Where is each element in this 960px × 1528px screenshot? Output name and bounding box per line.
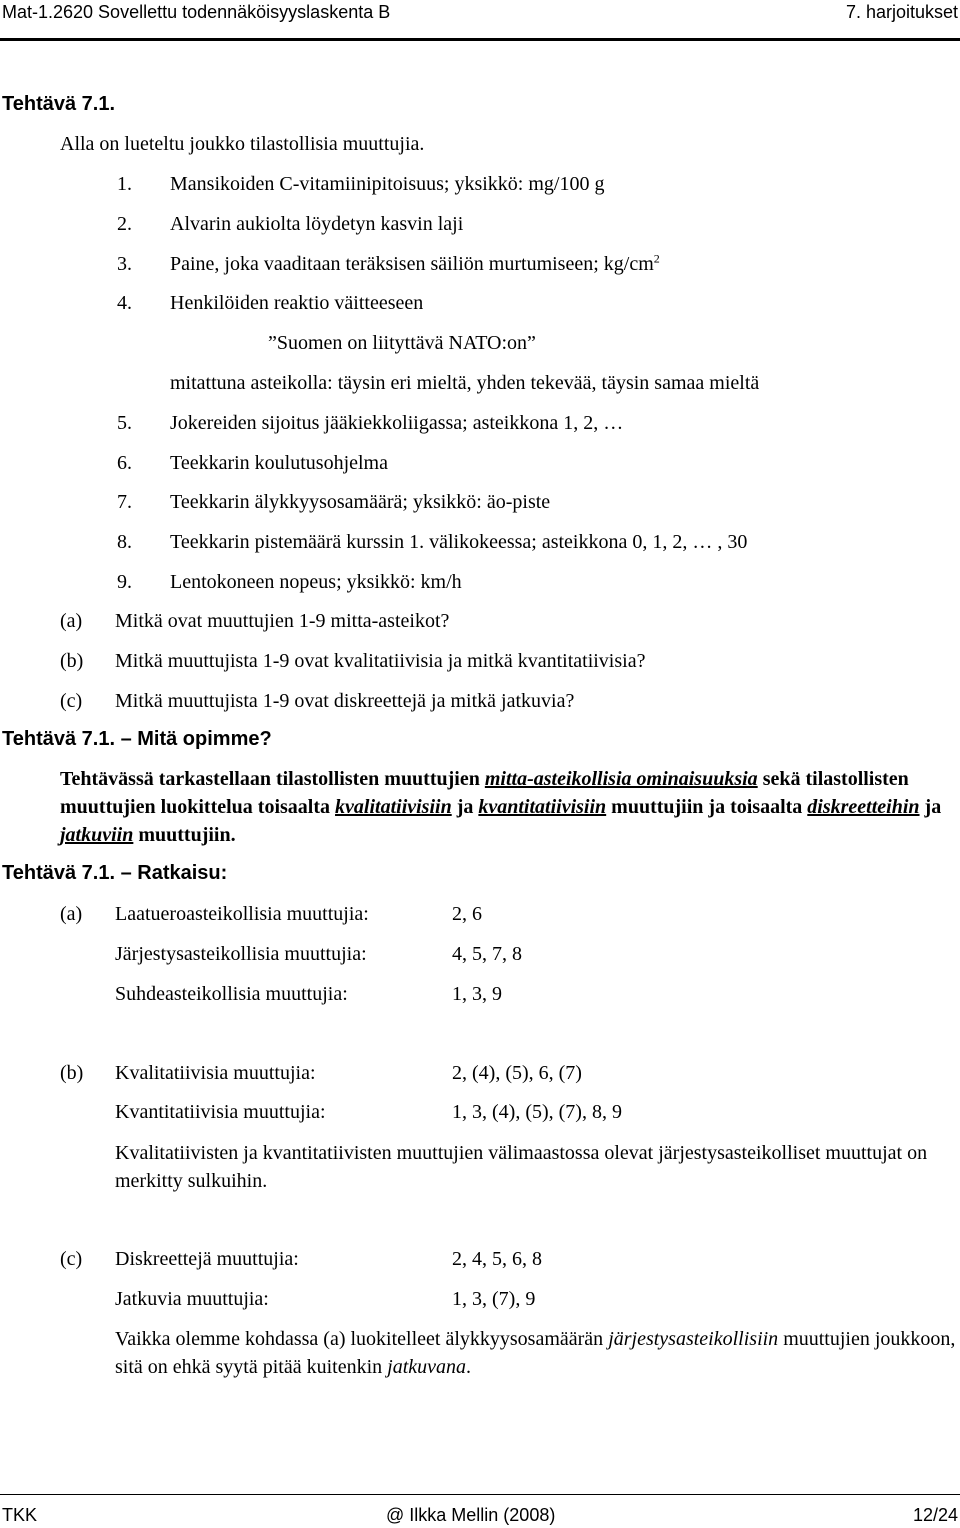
solution-row-value: 2, 6 [452, 903, 482, 925]
footer-page-number: 12/24 [912, 1505, 958, 1525]
header-exercise-set: 7. harjoitukset [845, 2, 958, 22]
list-item: 9. Lentokoneen nopeus; yksikkö: km/h [117, 571, 462, 593]
footer-institution: TKK [2, 1505, 38, 1525]
solution-c-label: (c) [60, 1248, 83, 1270]
solution-c-note: Vaikka olemme kohdassa (a) luokitelleet älykkyysosamäärän järjestysasteikollisiin muuttujien joukkoon, sitä on ehkä syytä pitää kuitenkin jatkuvana. [115, 1328, 956, 1378]
list-item: 6. Teekkarin koulutusohjelma [117, 452, 388, 474]
solution-row-label: Jatkuvia muuttujia: [115, 1288, 269, 1310]
solution-a-label: (a) [60, 903, 83, 925]
list-item: 1. Mansikoiden C-vitamiinipitoisuus; yksikkö: mg/100 g [117, 173, 605, 195]
list-item: 3. Paine, joka vaaditaan teräksisen säiliön murtumiseen; $kg/cm^2$ [117, 251, 660, 275]
list-item: 8. Teekkarin pistemäärä kurssin 1. välikokeessa; asteikkona 0, 1, 2, … , 30 [117, 531, 748, 553]
item4-quote: ”Suomen on liityttävä NATO:on” [268, 332, 536, 354]
solution-row-value: 1, 3, 9 [452, 983, 502, 1005]
list-item: 7. Teekkarin älykkyysosamäärä; yksikkö: äo-piste [117, 491, 551, 513]
learned-paragraph: Tehtävässä tarkastellaan tilastollisten muuttujien mitta-asteikollisia ominaisuuksia sekä tilastollisten muuttujien luokittelua toisaalta kvalitatiivisiin ja kvantitatiivisiin muuttujiin ja toisaalta diskreetteihin ja jatkuviin muuttujiin. [60, 768, 942, 846]
solution-row-label: Järjestysasteikollisia muuttujia: [115, 943, 367, 965]
question-text: Mitkä muuttujista 1-9 ovat diskreettejä ja mitkä jatkuvia? [115, 690, 575, 712]
solution-row-label: Laatueroasteikollisia muuttujia: [115, 903, 369, 925]
solution-heading: Tehtävä 7.1. – Ratkaisu: [2, 862, 228, 884]
question-label: (a) [60, 610, 83, 632]
question-label: (b) [60, 650, 84, 672]
task-heading: Tehtävä 7.1. [2, 93, 116, 115]
list-item: 2. Alvarin aukiolta löydetyn kasvin laji [117, 213, 464, 235]
footer-rule [0, 1494, 960, 1495]
header-course-title: Mat-1.2620 Sovellettu todennäköisyyslaskenta B [2, 2, 391, 22]
solution-row-value: 2, (4), (5), 6, (7) [452, 1062, 582, 1084]
solution-row-label: Kvantitatiivisia muuttujia: [115, 1101, 326, 1123]
solution-b-label: (b) [60, 1062, 84, 1084]
question-text: Mitkä muuttujista 1-9 ovat kvalitatiivisia ja mitkä kvantitatiivisia? [115, 650, 646, 672]
header-rule [0, 38, 960, 41]
solution-row-value: 1, 3, (4), (5), (7), 8, 9 [452, 1101, 622, 1123]
solution-row-value: 2, 4, 5, 6, 8 [452, 1248, 542, 1270]
item4-scale: mitattuna asteikolla: täysin eri mieltä, yhden tekevää, täysin samaa mieltä [170, 372, 760, 394]
solution-row-value: 1, 3, (7), 9 [452, 1288, 536, 1310]
question-label: (c) [60, 690, 83, 712]
footer-author: @ Ilkka Mellin (2008) [386, 1505, 556, 1525]
solution-row-label: Suhdeasteikollisia muuttujia: [115, 983, 348, 1005]
learned-heading: Tehtävä 7.1. – Mitä opimme? [2, 728, 272, 750]
list-item: 5. Jokereiden sijoitus jääkiekkoliigassa; asteikkona 1, 2, … [117, 412, 624, 434]
solution-row-value: 4, 5, 7, 8 [452, 943, 522, 965]
solution-b-note: Kvalitatiivisten ja kvantitatiivisten muuttujien välimaastossa olevat järjestysasteikolliset muuttujat on merkitty sulkuihin. [115, 1142, 928, 1192]
solution-row-label: Kvalitatiivisia muuttujia: [115, 1062, 316, 1084]
solution-row-label: Diskreettejä muuttujia: [115, 1248, 299, 1270]
task-intro: Alla on lueteltu joukko tilastollisia muuttujia. [60, 133, 425, 155]
question-text: Mitkä ovat muuttujien 1-9 mitta-asteikot? [115, 610, 450, 632]
list-item: 4. Henkilöiden reaktio väitteeseen [117, 292, 424, 314]
